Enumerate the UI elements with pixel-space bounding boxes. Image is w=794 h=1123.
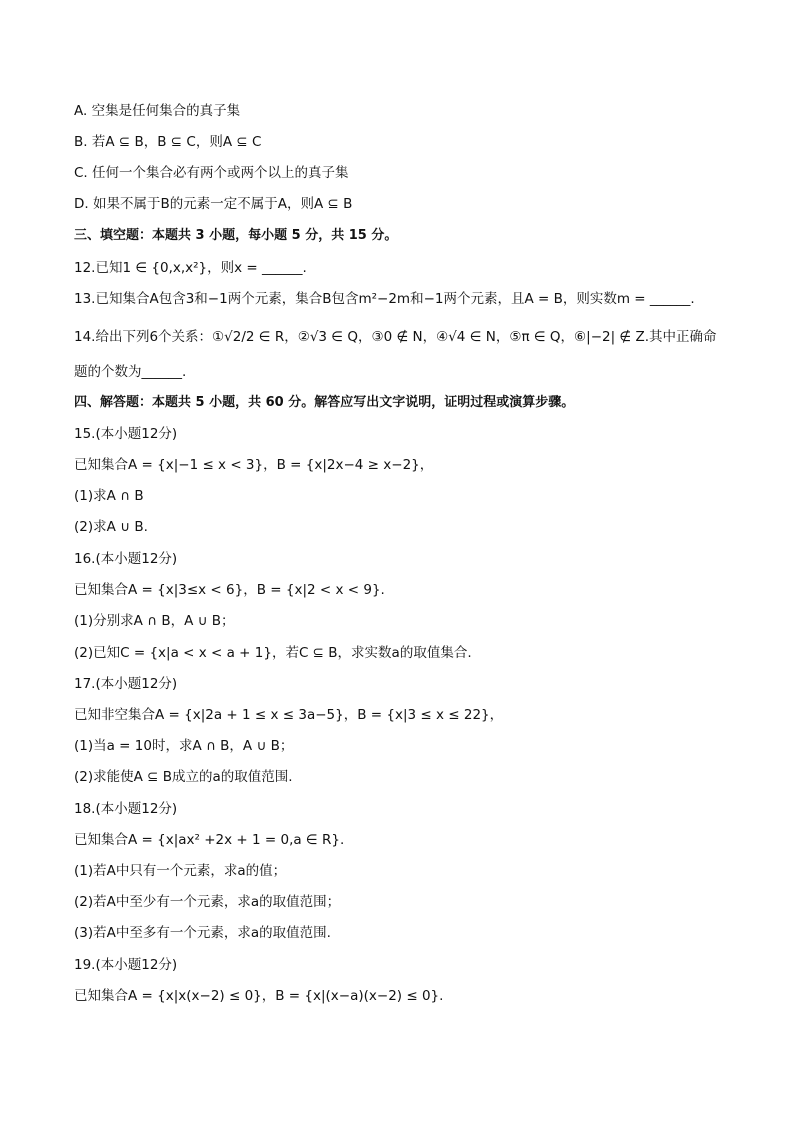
question-16-title: 16.(本小题12分) — [74, 551, 178, 567]
question-18-part-3: (3)若A中至多有一个元素，求a的取值范围. — [74, 925, 331, 941]
question-15-title: 15.(本小题12分) — [74, 426, 178, 442]
question-16-part-2: (2)已知C = {x|a < x < a + 1}，若C ⊆ B，求实数a的取值集合. — [74, 645, 472, 661]
question-18-part-1: (1)若A中只有一个元素，求a的值； — [74, 863, 287, 879]
question-18-part-2: (2)若A中至少有一个元素，求a的取值范围； — [74, 894, 341, 910]
question-15-part-1: (1)求A ∩ B — [74, 488, 144, 504]
question-18-stem: 已知集合A = {x|ax² +2x + 1 = 0,a ∈ R}. — [74, 832, 345, 848]
section-heading-fill-in: 三、填空题：本题共 3 小题，每小题 5 分，共 15 分。 — [74, 228, 398, 243]
question-17-stem: 已知非空集合A = {x|2a + 1 ≤ x ≤ 3a−5}，B = {x|3 ≤ x ≤ 22}， — [74, 707, 504, 723]
question-16-stem: 已知集合A = {x|3≤x < 6}，B = {x|2 < x < 9}. — [74, 582, 385, 598]
question-18-title: 18.(本小题12分) — [74, 801, 178, 817]
option-a: A. 空集是任何集合的真子集 — [74, 103, 241, 119]
question-19-title: 19.(本小题12分) — [74, 957, 178, 973]
question-12: 12.已知1 ∈ {0,x,x²}，则x = ______. — [74, 260, 307, 276]
question-14: 14.给出下列6个关系：①√2/2 ∈ R，②√3 ∈ Q，③0 ∉ N，④√4 ∈ N，⑤π ∈ Q，⑥|−2| ∉ Z.其中正确命 — [74, 329, 717, 345]
question-17-title: 17.(本小题12分) — [74, 676, 178, 692]
question-19-stem: 已知集合A = {x|x(x−2) ≤ 0}，B = {x|(x−a)(x−2) ≤ 0}. — [74, 988, 444, 1004]
section-heading-solutions: 四、解答题：本题共 5 小题，共 60 分。解答应写出文字说明，证明过程或演算步骤。 — [74, 395, 575, 410]
question-17-part-2: (2)求能使A ⊆ B成立的a的取值范围. — [74, 769, 293, 785]
question-13: 13.已知集合A包含3和−1两个元素，集合B包含m²−2m和−1两个元素，且A = B，则实数m = ______. — [74, 291, 695, 307]
question-15-stem: 已知集合A = {x|−1 ≤ x < 3}，B = {x|2x−4 ≥ x−2}， — [74, 457, 434, 473]
question-16-part-1: (1)分别求A ∩ B，A ∪ B； — [74, 613, 235, 629]
question-14-continued: 题的个数为______. — [74, 364, 187, 380]
option-d: D. 如果不属于B的元素一定不属于A，则A ⊆ B — [74, 196, 353, 212]
question-17-part-1: (1)当a = 10时，求A ∩ B，A ∪ B； — [74, 738, 294, 754]
option-b: B. 若A ⊆ B，B ⊆ C，则A ⊆ C — [74, 134, 262, 150]
question-15-part-2: (2)求A ∪ B. — [74, 519, 148, 535]
option-c: C. 任何一个集合必有两个或两个以上的真子集 — [74, 165, 349, 181]
